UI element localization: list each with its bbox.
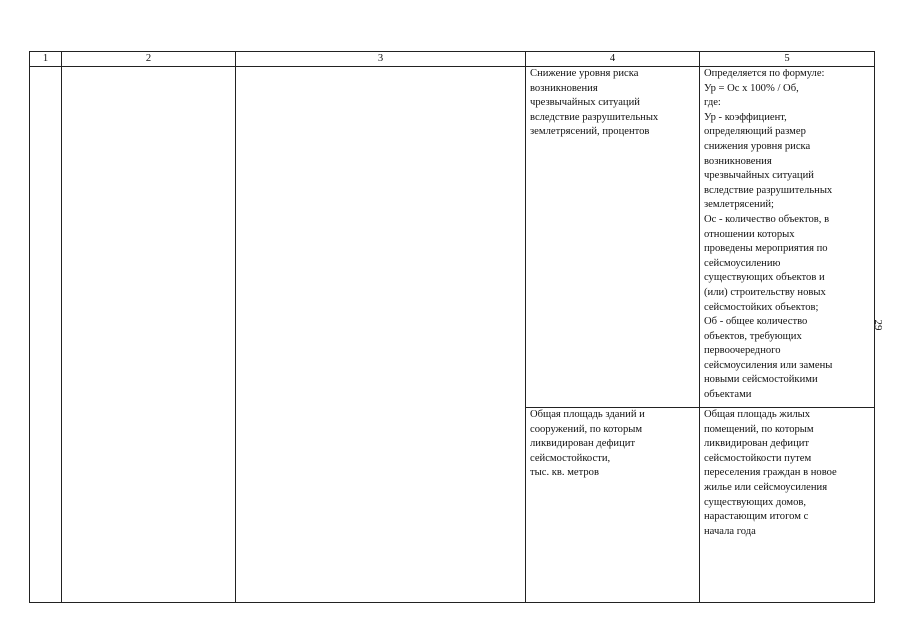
table-header-row [30, 52, 875, 67]
row-cell-col3 [236, 67, 526, 603]
row-cell-col2 [62, 67, 236, 603]
row-cell-col1 [30, 67, 62, 603]
page-number: 29 [872, 319, 884, 331]
header-cell-1: 1 [30, 52, 62, 67]
indicator-cell: Общая площадь зданий и сооружений, по которым ликвидирован дефицит сейсмостойкости, тыс. кв. метров [526, 408, 700, 603]
header-cell-2: 2 [62, 52, 236, 67]
header-cell-4: 4 [526, 52, 700, 67]
method-cell: Общая площадь жилых помещений, по которым ликвидирован дефицит сейсмостойкости путем переселения граждан в новое жилье или сейсмоусиления существующих домов, нарастающим итогом с начала года [700, 408, 875, 603]
header-cell-5: 5 [700, 52, 875, 67]
indicator-cell: Снижение уровня риска возникновения чрезвычайных ситуаций вследствие разрушительных землетрясений, процентов [526, 67, 700, 408]
header-cell-3: 3 [236, 52, 526, 67]
indicators-table [29, 51, 875, 603]
method-cell: Определяется по формуле: Ур = Ос х 100% / Об, где: Ур - коэффициент, определяющий размер снижения уровня риска возникновения чрезвычайных ситуаций вследствие разрушительных землетрясений; Ос - количество объектов, в отношении которых проведены мероприятия по сейсмоусилению существующих объектов и (или) строительству новых сейсмостойких объектов; Об - общее количество объектов, требующих первоочередного сейсмоусиления или замены новыми сейсмостойкими объектами [700, 67, 875, 408]
table-row [30, 67, 875, 408]
